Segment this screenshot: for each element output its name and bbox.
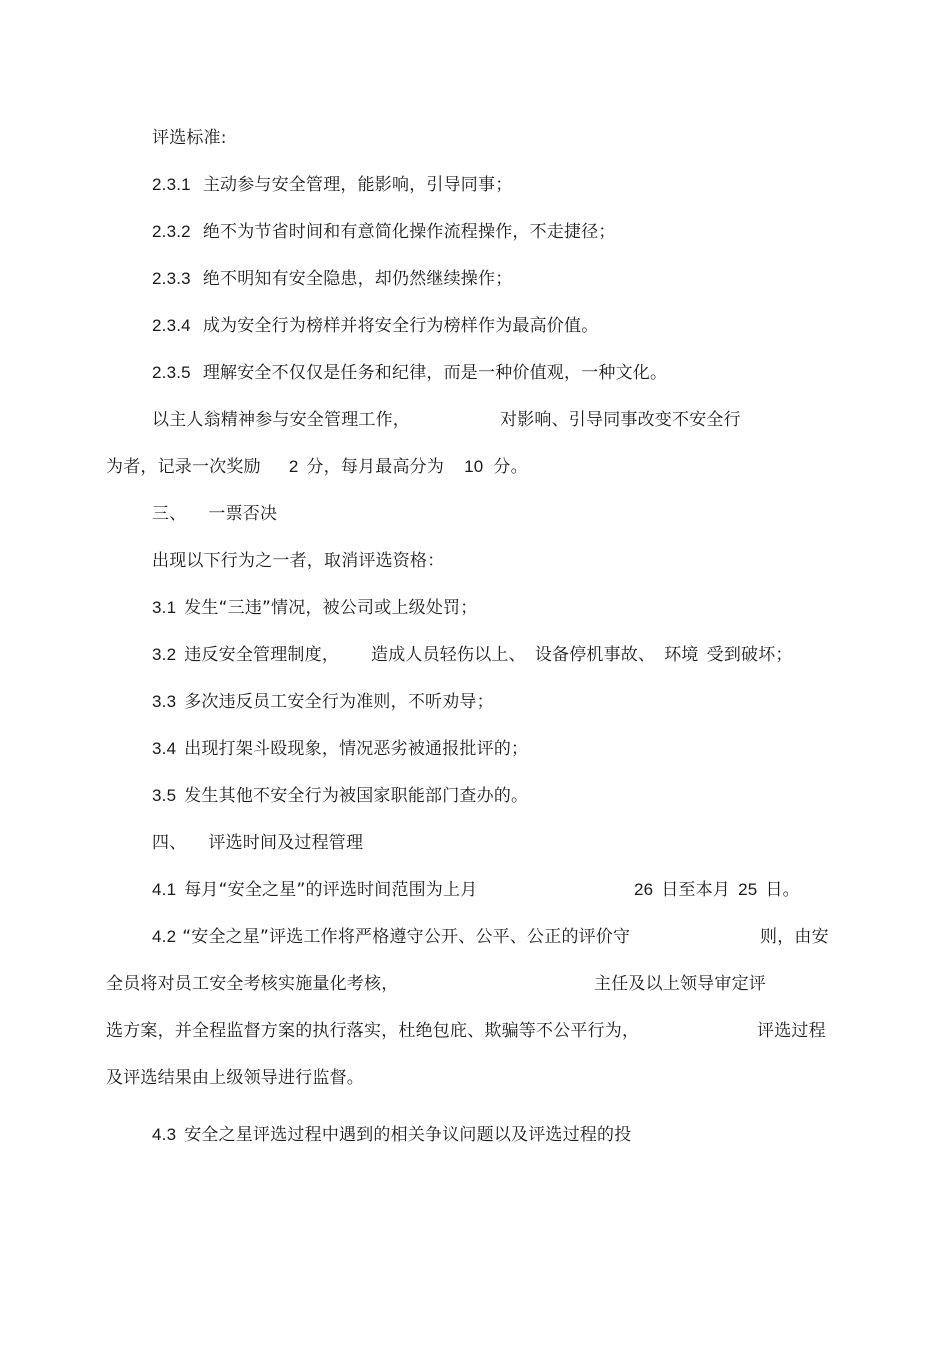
item-text: 发生其他不安全行为被国家职能部门查办的。 [184, 786, 529, 806]
item-text: 日至本月 [661, 880, 731, 900]
item-text: 多次违反员工安全行为准则，不听劝导； [184, 692, 494, 712]
reward-paragraph-line-2 [106, 456, 528, 478]
item-4-2 [152, 926, 630, 948]
item-4-3 [152, 1124, 631, 1146]
item-text: 则，由安 [760, 927, 829, 947]
section-number: 三、 [152, 504, 187, 524]
end-day-value: 25 [738, 880, 758, 899]
section-four-heading [152, 832, 363, 854]
item-3-4 [152, 738, 528, 760]
start-day-value: 26 [634, 880, 654, 899]
section-three-heading [152, 503, 277, 525]
item-text: 主动参与安全管理，能影响，引导同事； [202, 175, 513, 195]
paragraph-text: 分。 [493, 457, 528, 477]
paragraph-text: 选方案，并全程监督方案的执行落实，杜绝包庇、欺骗等不公平行为， [106, 1021, 640, 1041]
item-4-2-line-2 [106, 973, 398, 995]
criteria-heading-text: 评选标准: [152, 128, 227, 148]
item-number: 2.3.4 [152, 316, 191, 335]
item-number: 3.4 [152, 739, 177, 758]
item-text: 安全之星评选过程中遇到的相关争议问题以及评选过程的投 [184, 1125, 632, 1145]
item-number: 2.3.5 [152, 363, 191, 382]
item-number: 4.2 [152, 927, 177, 946]
paragraph-text: 全员将对员工安全考核实施量化考核， [106, 974, 399, 994]
item-number: 2.3.1 [152, 175, 191, 194]
item-text: 环境 [664, 645, 699, 665]
item-text: 造成人员轻伤以上、 [371, 645, 526, 665]
item-3-5 [152, 785, 528, 807]
item-3-3 [152, 691, 494, 713]
section-title: 一票否决 [208, 504, 278, 524]
item-number: 4.3 [152, 1125, 177, 1144]
item-number: 4.1 [152, 880, 177, 899]
item-2-3-1 [152, 174, 512, 196]
item-4-1 [152, 879, 477, 901]
item-4-2-line-3b [757, 1020, 826, 1042]
paragraph-text: 评选过程 [757, 1021, 826, 1041]
section-number: 四、 [152, 833, 187, 853]
reward-paragraph-line-1 [152, 409, 410, 431]
item-2-3-5 [152, 362, 667, 384]
item-text: 理解安全不仅仅是任务和纪律，而是一种价值观，一种文化。 [202, 363, 668, 383]
item-2-3-2 [152, 221, 616, 243]
paragraph-text: 对影响、引导同事改变不安全行 [500, 410, 741, 430]
paragraph-text: 以主人翁精神参与安全管理工作， [152, 410, 410, 430]
section-title: 评选时间及过程管理 [208, 833, 364, 853]
criteria-heading [152, 127, 227, 149]
item-3-2 [152, 644, 339, 666]
paragraph-text: 出现以下行为之一者，取消评选资格： [152, 551, 445, 571]
paragraph-text: 及评选结果由上级领导进行监督。 [106, 1068, 364, 1088]
item-text: 绝不为节省时间和有意简化操作流程操作，不走捷径； [202, 222, 616, 242]
item-number: 3.1 [152, 598, 177, 617]
item-number: 3.2 [152, 645, 177, 664]
item-number: 3.5 [152, 786, 177, 805]
item-text: 设备停机事故、 [534, 645, 656, 665]
item-2-3-4 [152, 315, 598, 337]
item-text: 出现打架斗殴现象，情况恶劣被通报批评的； [184, 739, 529, 759]
veto-intro [152, 550, 444, 572]
item-text: 绝不明知有安全隐患，却仍然继续操作； [202, 269, 513, 289]
paragraph-text: 分，每月最高分为 [306, 457, 445, 477]
item-2-3-3 [152, 268, 512, 290]
item-text: 受到破坏； [706, 645, 793, 665]
item-4-2-line-3 [106, 1020, 639, 1042]
item-4-2-line-4 [106, 1067, 364, 1089]
item-text: 违反安全管理制度， [184, 645, 340, 665]
item-3-2-continued [371, 644, 793, 666]
item-4-2-line-2b [594, 973, 766, 995]
item-text: 日。 [765, 880, 800, 900]
reward-points-value: 2 [288, 457, 299, 476]
item-number: 2.3.2 [152, 222, 191, 241]
item-text: “安全之星”评选工作将严格遵守公开、公平、公正的评价守 [182, 927, 631, 947]
reward-paragraph-line-1b [500, 409, 741, 431]
item-text: 每月“安全之星”的评选时间范围为上月 [184, 880, 478, 900]
item-4-2-end [760, 926, 829, 948]
paragraph-text: 主任及以上领导审定评 [594, 974, 766, 994]
paragraph-text: 为者，记录一次奖励 [106, 457, 261, 477]
item-number: 2.3.3 [152, 269, 191, 288]
item-text: 发生“三违”情况，被公司或上级处罚； [184, 598, 478, 618]
item-text: 成为安全行为榜样并将安全行为榜样作为最高价值。 [202, 316, 599, 336]
max-points-value: 10 [464, 457, 484, 476]
item-number: 3.3 [152, 692, 177, 711]
item-3-1 [152, 597, 477, 619]
item-4-1-dates [634, 879, 800, 901]
